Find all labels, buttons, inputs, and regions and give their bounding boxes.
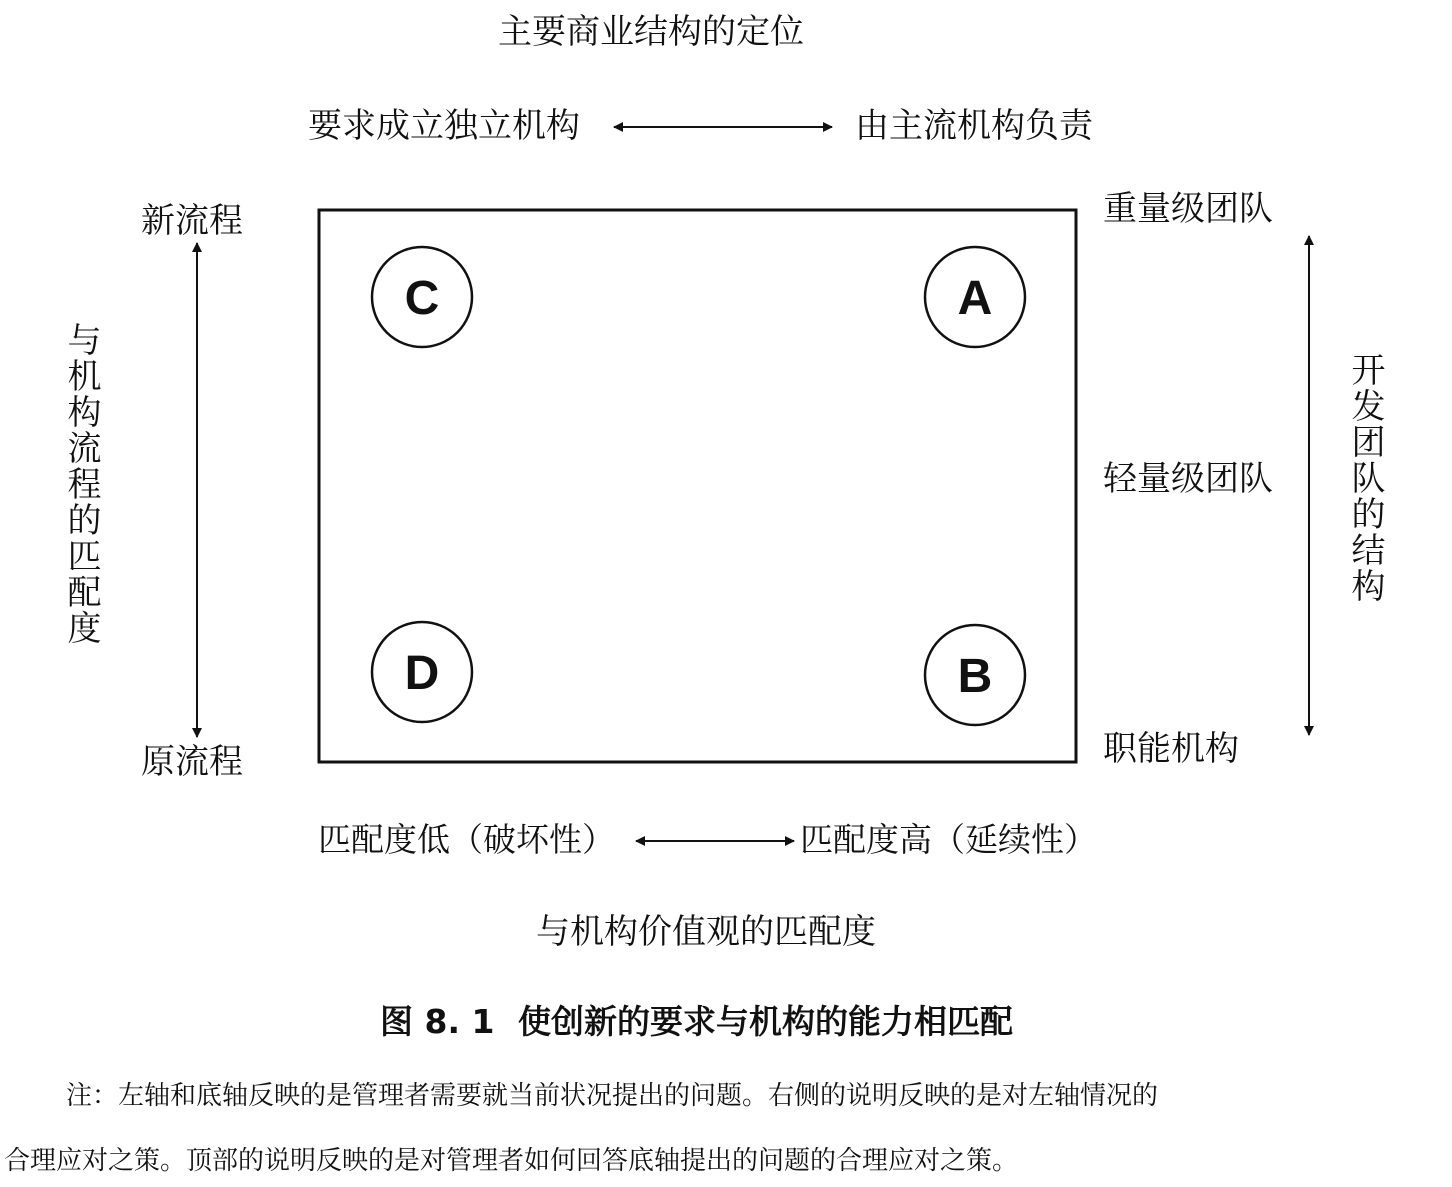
figure-caption-text: 使创新的要求与机构的能力相匹配 [518,1002,1013,1041]
right-axis-middle-label: 轻量级团队 [1103,459,1273,499]
bottom-axis-left-label: 匹配度低（破坏性） [318,820,615,859]
diagram-title: 主要商业结构的定位 [498,12,804,52]
left-axis-bottom-label: 原流程 [141,742,243,782]
top-axis-right-label: 由主流机构负责 [855,106,1093,146]
right-axis-title: 开发团队的结构 [1345,352,1385,604]
note-line-1: 注：左轴和底轴反映的是管理者需要就当前状况提出的问题。右侧的说明反映的是对左轴情况的 [66,1081,1159,1111]
top-axis-left-label: 要求成立独立机构 [308,106,580,146]
right-axis-bottom-label: 职能机构 [1103,729,1239,769]
figure-caption-number: 图 8. 1 [380,1002,495,1041]
quadrant-label-b: B [957,650,993,703]
note-line-2: 合理应对之策。顶部的说明反映的是对管理者如何回答底轴提出的问题的合理应对之策。 [4,1146,1019,1176]
quadrant-label-a: A [957,272,993,325]
quadrant-label-d: D [404,647,440,700]
bottom-axis-title: 与机构价值观的匹配度 [536,912,876,952]
quadrant-label-c: C [404,272,440,325]
right-axis-top-label: 重量级团队 [1103,189,1273,229]
left-axis-top-label: 新流程 [141,201,243,241]
left-axis-title: 与机构流程的匹配度 [61,322,101,646]
bottom-axis-right-label: 匹配度高（延续性） [800,820,1097,859]
